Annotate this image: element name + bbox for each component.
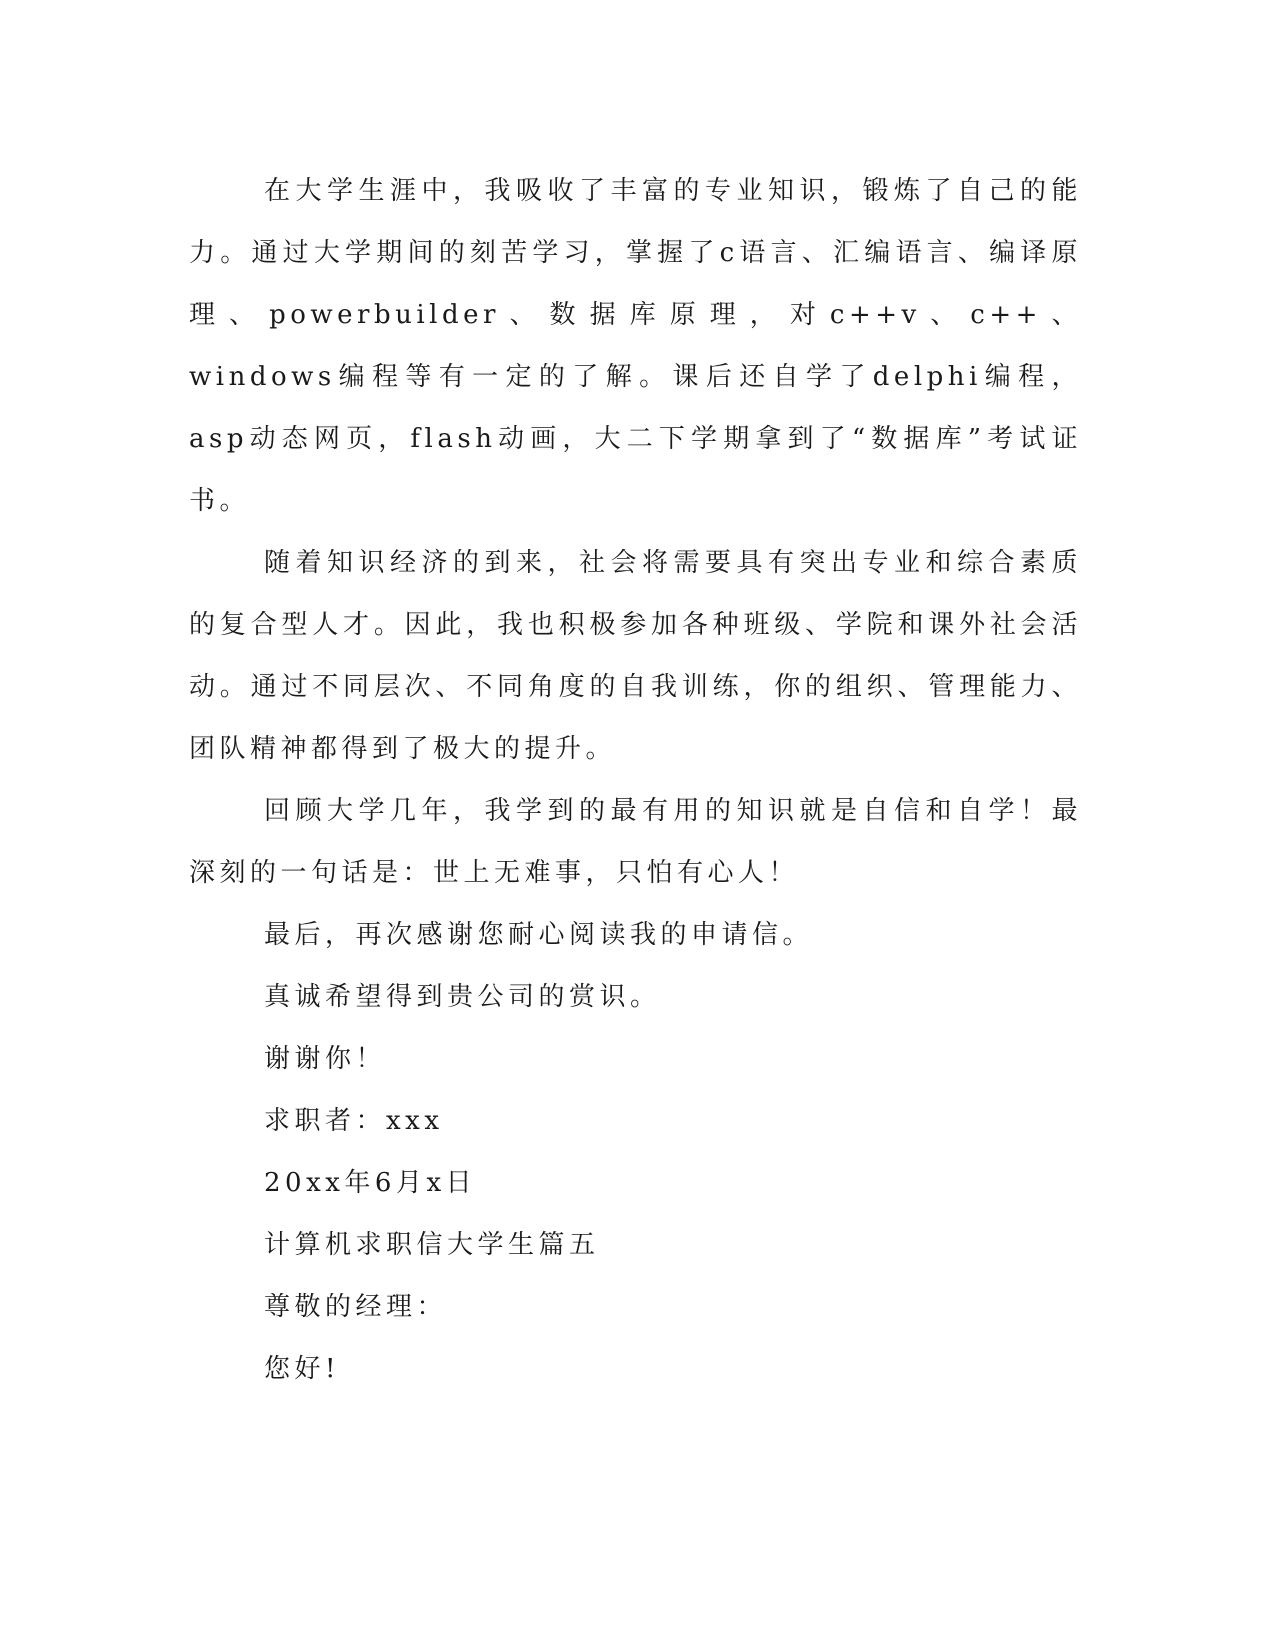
- signature: 求职者：xxx: [264, 1106, 444, 1136]
- next-salutation: 尊敬的经理：: [264, 1292, 448, 1322]
- closing-thanks: 最后，再次感谢您耐心阅读我的申请信。: [264, 920, 814, 950]
- closing-thankyou: 谢谢你！: [264, 1044, 387, 1074]
- closing-hope: 真诚希望得到贵公司的赏识。: [264, 982, 661, 1012]
- paragraph-activities: 随着知识经济的到来，社会将需要具有突出专业和综合素质的复合型人才。因此，我也积极参加各种班级、学院和课外社会活动。通过不同层次、不同角度的自我训练，你的组织、管理能力、团队精神都得到了极大的提升。: [189, 548, 1082, 764]
- date: 20xx年6月x日: [264, 1168, 477, 1198]
- letter-body: [189, 160, 1082, 1400]
- paragraph-reflection: 回顾大学几年，我学到的最有用的知识就是自信和自学！最深刻的一句话是：世上无难事，只怕有心人！: [189, 796, 1082, 888]
- next-greeting: 您好!: [264, 1354, 340, 1384]
- next-section-title: 计算机求职信大学生篇五: [264, 1230, 600, 1260]
- paragraph-education: 在大学生涯中，我吸收了丰富的专业知识，锻炼了自己的能力。通过大学期间的刻苦学习，掌握了c语言、汇编语言、编译原理、powerbuilder、数据库原理，对c++v、c++、windows编程等有一定的了解。课后还自学了delphi编程，asp动态网页，flash动画，大二下学期拿到了“数据库”考试证书。: [189, 176, 1082, 516]
